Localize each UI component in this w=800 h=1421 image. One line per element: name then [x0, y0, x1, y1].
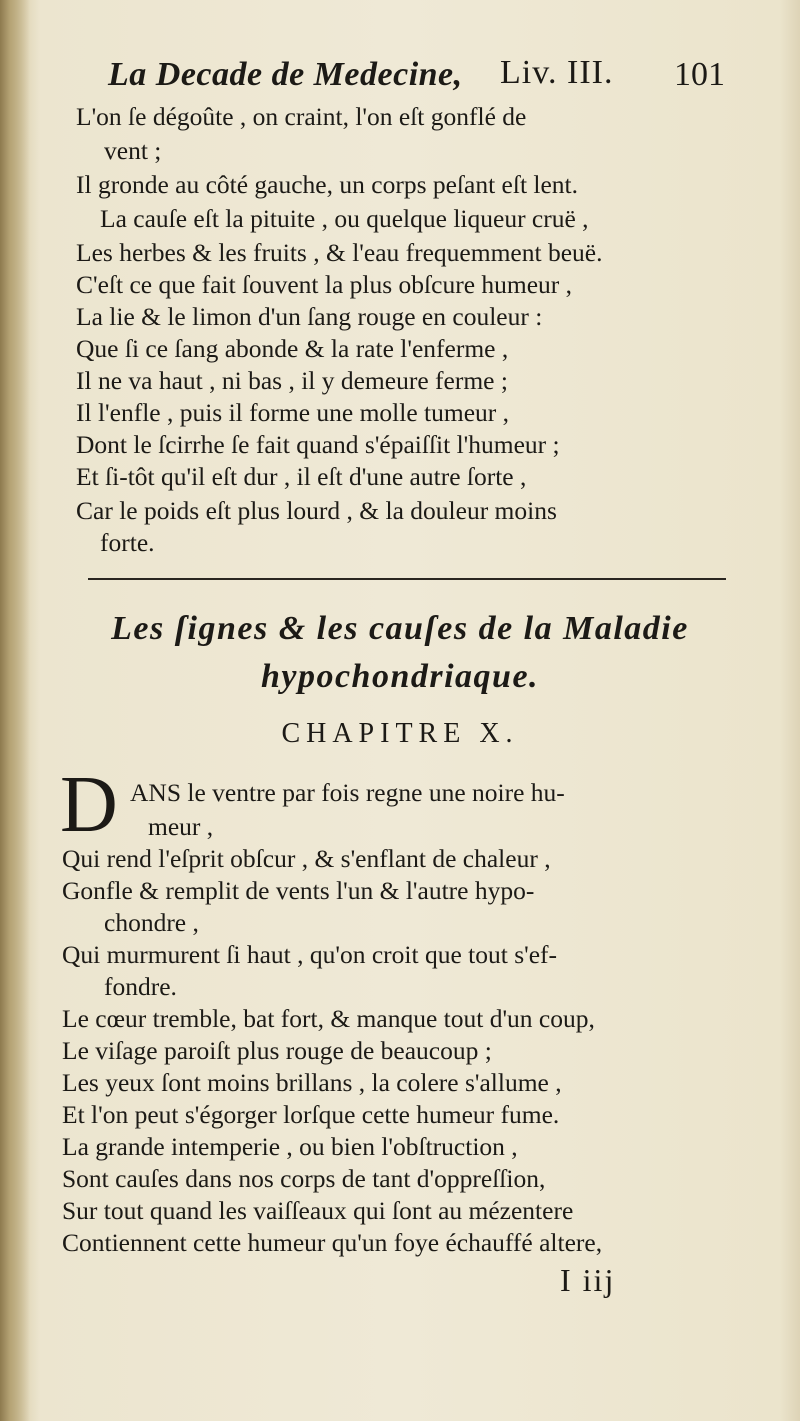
verse-line: Qui murmurent ſi haut , qu'on croit que tout s'ef- — [62, 940, 558, 969]
verse-line: chondre , — [104, 908, 199, 937]
verse-line: forte. — [100, 528, 155, 557]
verse-line: Que ſi ce ſang abonde & la rate l'enferme , — [76, 334, 509, 363]
verse-line: meur , — [148, 812, 214, 841]
signature-mark: I iij — [560, 1262, 616, 1298]
verse-line: Contiennent cette humeur qu'un foye échauffé altere, — [62, 1228, 603, 1257]
verse-line: L'on ſe dégoûte , on craint, l'on eſt gonflé de — [76, 102, 527, 131]
verse-line: C'eſt ce que fait ſouvent la plus obſcure humeur , — [76, 270, 573, 299]
verse-line: Les yeux ſont moins brillans , la colere s'allume , — [62, 1068, 562, 1097]
verse-line: Et l'on peut s'égorger lorſque cette humeur fume. — [62, 1100, 560, 1129]
verse-line: Sont cauſes dans nos corps de tant d'oppreſſion, — [62, 1164, 546, 1193]
drop-cap: D — [60, 761, 118, 849]
chapter-number: CHAPITRE X. — [281, 718, 519, 749]
verse-line: Car le poids eſt plus lourd , & la douleur moins — [76, 496, 557, 525]
verse-line: Le viſage paroiſt plus rouge de beaucoup ; — [62, 1036, 492, 1065]
verse-line: Dont le ſcirrhe ſe fait quand s'épaiſſit l'humeur ; — [76, 430, 560, 459]
verse-line: Les herbes & les fruits , & l'eau frequemment beuë. — [76, 238, 603, 267]
verse-line: fondre. — [104, 972, 177, 1001]
section-rule — [88, 578, 726, 580]
verse-line: vent ; — [104, 136, 162, 165]
running-head — [108, 48, 748, 98]
verse-line: Gonfle & remplit de vents l'un & l'autre hypo- — [62, 876, 535, 905]
verse-line: ANS le ventre par fois regne une noire hu- — [130, 778, 565, 807]
verse-line: La cauſe eſt la pituite , ou quelque liqueur cruë , — [100, 204, 589, 233]
verse-line: Le cœur tremble, bat fort, & manque tout d'un coup, — [62, 1004, 595, 1033]
binding-gutter — [0, 0, 30, 1421]
verse-line: Qui rend l'eſprit obſcur , & s'enflant de chaleur , — [62, 844, 551, 873]
verse-line: La lie & le limon d'un ſang rouge en couleur : — [76, 302, 543, 331]
chapter-heading: Les ſignes & les cauſes de la Maladie — [111, 610, 689, 647]
verse-line: Il l'enfle , puis il forme une molle tumeur , — [76, 398, 510, 427]
running-head-book: Liv. III. — [500, 54, 614, 91]
verse-line: Sur tout quand les vaiſſeaux qui ſont au mézentere — [62, 1196, 574, 1225]
verse-line: Il gronde au côté gauche, un corps peſant eſt lent. — [76, 170, 579, 199]
chapter-heading-continued: hypochondriaque. — [260, 658, 540, 695]
verse-line: Il ne va haut , ni bas , il y demeure ferme ; — [76, 366, 508, 395]
verse-line: La grande intemperie , ou bien l'obſtruction , — [62, 1132, 518, 1161]
page-number: 101 — [674, 56, 725, 93]
verse-line: Et ſi-tôt qu'il eſt dur , il eſt d'une autre ſorte , — [76, 462, 527, 491]
running-head-title: La Decade de Medecine, — [108, 56, 463, 93]
